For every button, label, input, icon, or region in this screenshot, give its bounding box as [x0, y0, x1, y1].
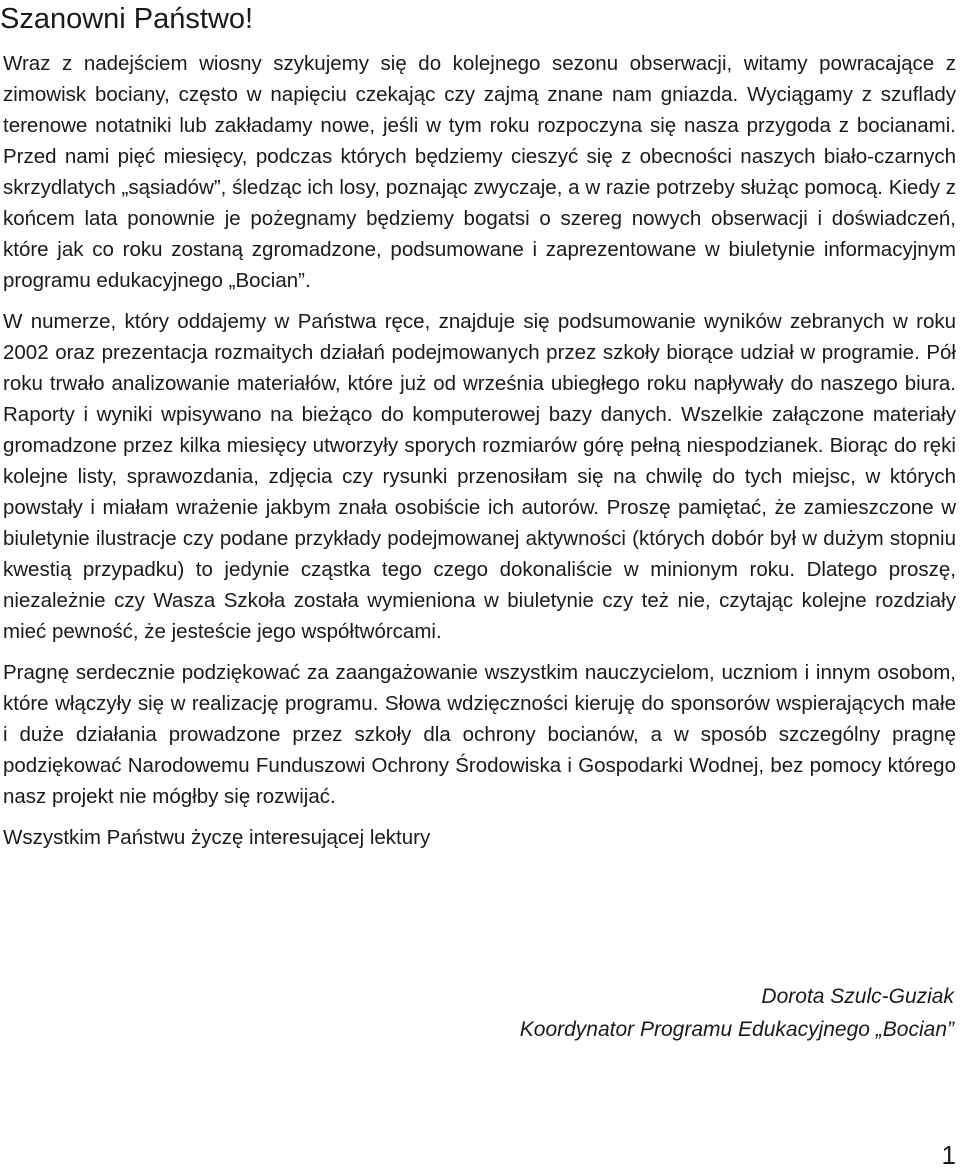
- paragraph-intro: Wraz z nadejściem wiosny szykujemy się do kolejnego sezonu obserwacji, witamy powracające z zimowisk bociany, często w napięciu czekając czy zajmą znane nam gniazda. Wyciągamy z szuflady terenowe notatniki lub zakładamy nowe, jeśli w tym roku rozpoczyna się nasza przygoda z bocianami. Przed nami pięć miesięcy, podczas których będziemy cieszyć się z obecności naszych biało-czarnych skrzydlatych „sąsiadów”, śledząc ich losy, poznając zwyczaje, a w razie potrzeby służąc pomocą. Kiedy z końcem lata ponownie je pożegnamy będziemy bogatsi o szereg nowych obserwacji i doświadczeń, które jak co roku zostaną zgromadzone, podsumowane i zaprezentowane w biuletynie informacyjnym programu edukacyjnego „Bocian”.: [3, 52, 956, 292]
- page-number: 1: [941, 1140, 956, 1170]
- paragraph-thanks: Pragnę serdecznie podziękować za zaangażowanie wszystkim nauczycielom, uczniom i innym osobom, które włączyły się w realizację programu. Słowa wdzięczności kieruję do sponsorów wspierających małe i duże działania prowadzone przez szkoły dla ochrony bocianów, a w sposób szczególny pragnę podziękować Narodowemu Funduszowi Ochrony Środowiska i Gospodarki Wodnej, bez pomocy którego nasz projekt nie mógłby się rozwijać.: [3, 661, 956, 808]
- closing-greeting: Wszystkim Państwu życzę interesującej lektury: [3, 826, 431, 849]
- paragraph-issue-summary: W numerze, który oddajemy w Państwa ręce, znajduje się podsumowanie wyników zebranych w roku 2002 oraz prezentacja rozmaitych działań podejmowanych przez szkoły biorące udział w programie. Pół roku trwało analizowanie materiałów, które już od września ubiegłego roku napływały do naszego biura. Raporty i wyniki wpisywano na bieżąco do komputerowej bazy danych. Wszelkie załączone materiały gromadzone przez kilka miesięcy utworzyły sporych rozmiarów górę pełną niespodzianek. Biorąc do ręki kolejne listy, sprawozdania, zdjęcia czy rysunki przenosiłam się na chwilę do tych miejsc, w których powstały i miałam wrażenie jakbym znała osobiście ich autorów. Proszę pamiętać, że zamieszczone w biuletynie ilustracje czy podane przykłady podejmowanej aktywności (których dobór był w dużym stopniu kwestią przypadku) to jedynie cząstka tego czego dokonaliście w minionym roku. Dlatego proszę, niezależnie czy Wasza Szkoła została wymieniona w biuletynie czy też nie, czytając kolejne rozdziały mieć pewność, że jesteście jego współtwórcami.: [3, 310, 956, 643]
- signature-role: Koordynator Programu Edukacyjnego „Bocian”: [519, 1018, 954, 1041]
- letter-body: [3, 48, 956, 853]
- signature-name: Dorota Szulc-Guziak: [761, 985, 954, 1008]
- letter-heading: Szanowni Państwo!: [0, 3, 254, 35]
- signature-block: [520, 980, 954, 1046]
